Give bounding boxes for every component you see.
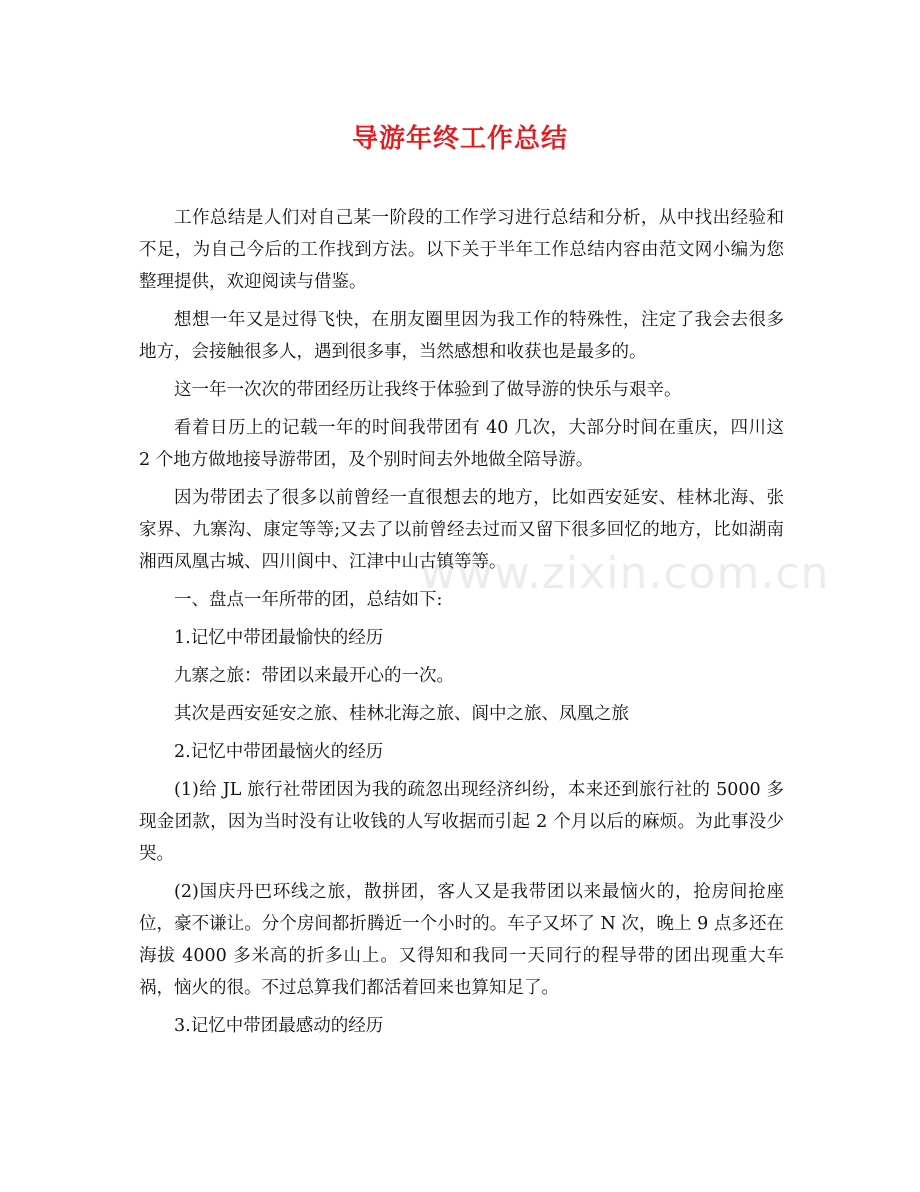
paragraph-reflection: 想想一年又是过得飞快，在朋友圈里因为我工作的特殊性，注定了我会去很多地方，会接触很多人，遇到很多事，当然感想和收获也是最多的。	[139, 310, 784, 362]
subheading-most-annoying: 2.记忆中带团最恼火的经历	[174, 742, 384, 762]
section-heading-summary: 一、盘点一年所带的团，总结如下:	[174, 590, 443, 610]
subheading-happiest: 1.记忆中带团最愉快的经历	[174, 628, 384, 648]
document-title: 导游年终工作总结	[351, 124, 568, 154]
paragraph-intro: 工作总结是人们对自己某一阶段的工作学习进行总结和分析，从中找出经验和不足，为自己今后的工作找到方法。以下关于半年工作总结内容由范文网小编为您整理提供，欢迎阅读与借鉴。	[139, 208, 784, 292]
paragraph-places: 因为带团去了很多以前曾经一直很想去的地方，比如西安延安、桂林北海、张家界、九寨沟、康定等等;又去了以前曾经去过而又留下很多回忆的地方，比如湖南湘西凤凰古城、四川阆中、江津中山古镇等等。	[139, 488, 784, 572]
document-body	[139, 202, 784, 1042]
paragraph-other-trips: 其次是西安延安之旅、桂林北海之旅、阆中之旅、凤凰之旅	[174, 704, 629, 724]
subheading-most-touching: 3.记忆中带团最感动的经历	[174, 1016, 384, 1036]
paragraph-calendar: 看着日历上的记载一年的时间我带团有 40 几次，大部分时间在重庆，四川这 2 个地方做地接导游带团，及个别时间去外地做全陪导游。	[139, 418, 784, 470]
watermark-text: www.zixin.com.cn	[420, 548, 830, 599]
paragraph-jiuzhai: 九寨之旅：带团以来最开心的一次。	[174, 666, 454, 686]
paragraph-annoying-2: (2)国庆丹巴环线之旅，散拼团，客人又是我带团以来最恼火的，抢房间抢座位，豪不谦让。分个房间都折腾近一个小时的。车子又坏了 N 次，晚上 9 点多还在海拔 4000 多米高的折多山上。又得知和我同一天同行的程导带的团出现重大车祸，恼火的很。不过总算我们都活着回来也算知足了。	[139, 882, 784, 998]
paragraph-annoying-1: (1)给 JL 旅行社带团因为我的疏忽出现经济纠纷，本来还到旅行社的 5000 多现金团款，因为当时没有让收钱的人写收据而引起 2 个月以后的麻烦。为此事没少哭。	[139, 780, 784, 864]
paragraph-experience: 这一年一次次的带团经历让我终于体验到了做导游的快乐与艰辛。	[174, 380, 682, 400]
